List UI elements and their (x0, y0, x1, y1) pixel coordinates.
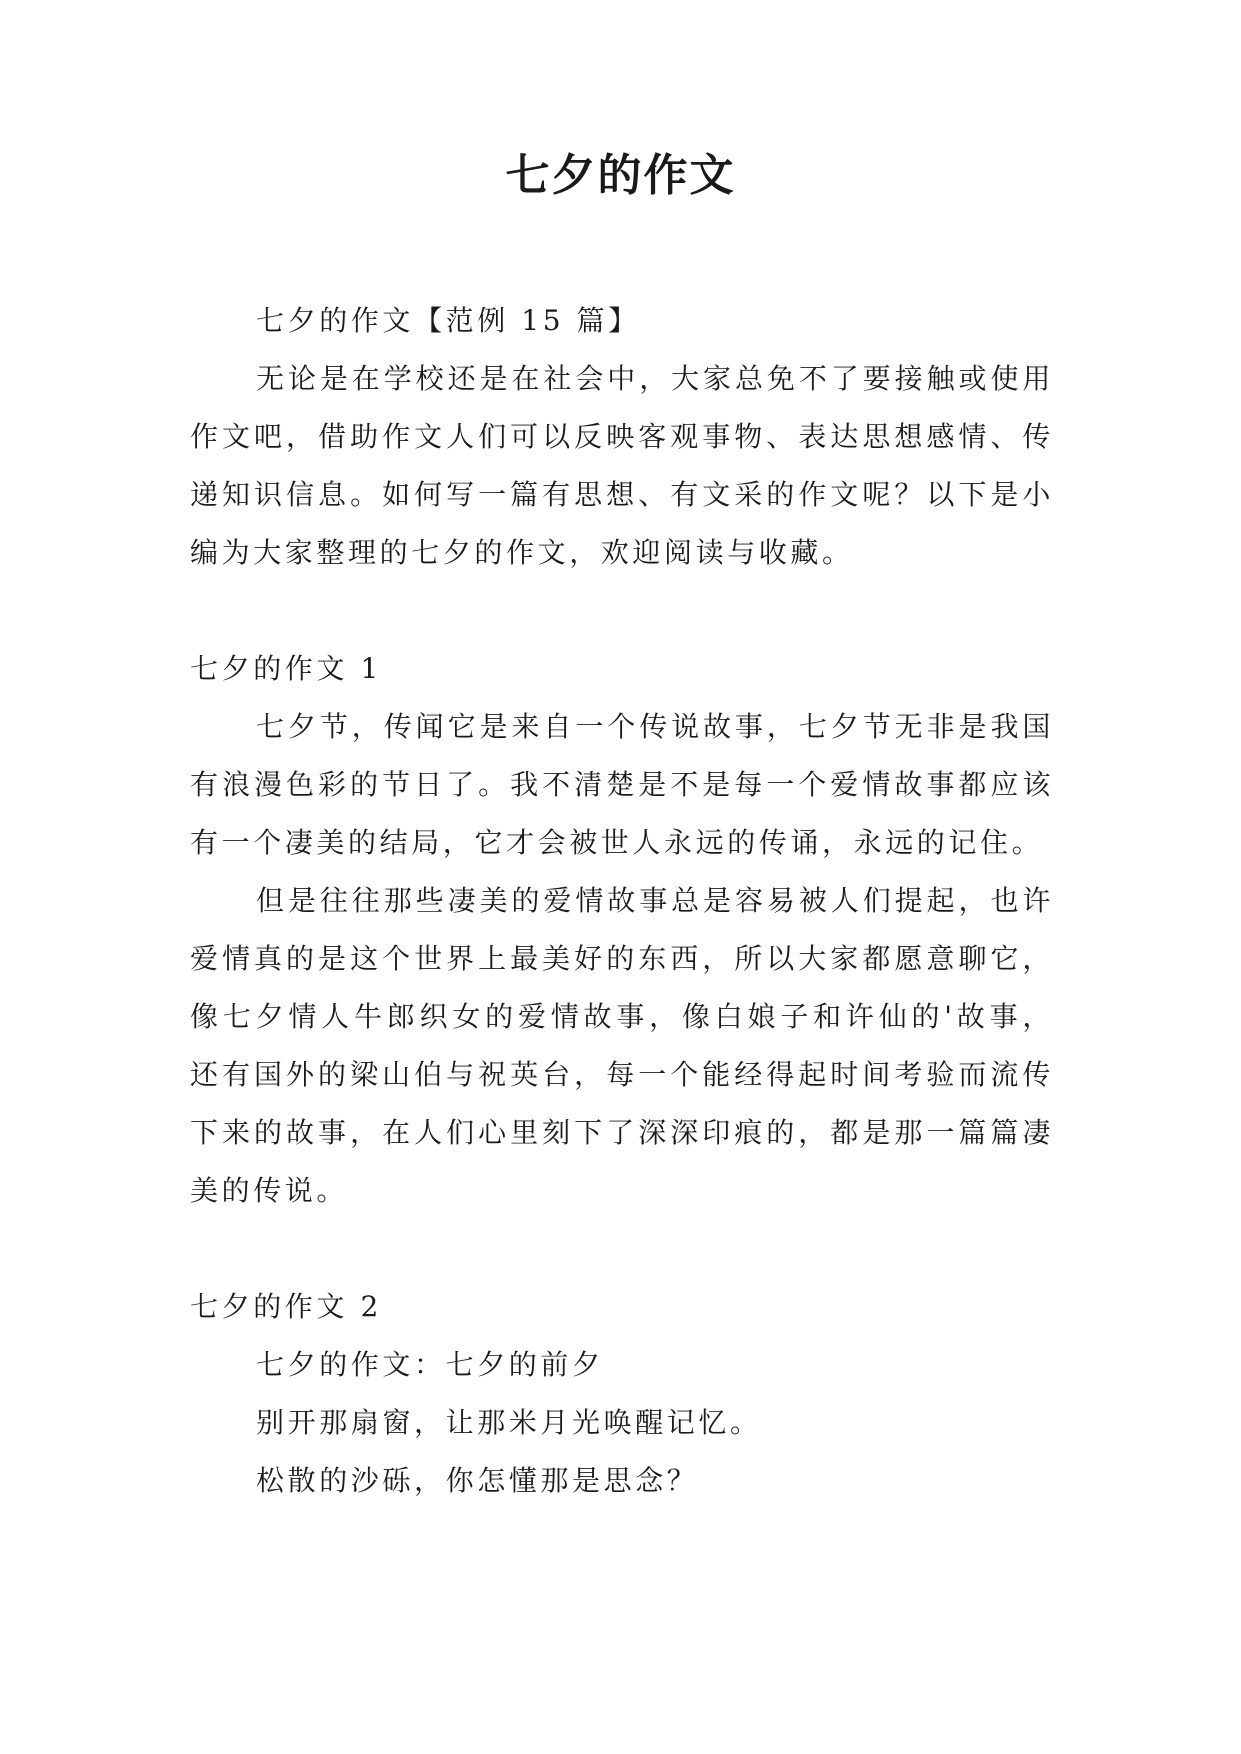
section-2-paragraph-1: 七夕的作文：七夕的前夕 (256, 1348, 604, 1381)
section-heading-1: 七夕的作文 1 (190, 652, 382, 685)
intro-paragraph: 无论是在学校还是在社会中，大家总免不了要接触或使用作文吧，借助作文人们可以反映客观事物、表达思想感情、传递知识信息。如何写一篇有思想、有文采的作文呢？以下是小编为大家整理的七夕的作文，欢迎阅读与收藏。 (190, 362, 1054, 569)
section-heading-2: 七夕的作文 2 (190, 1290, 382, 1323)
section-1-paragraph-1: 七夕节，传闻它是来自一个传说故事，七夕节无非是我国有浪漫色彩的节日了。我不清楚是不是每一个爱情故事都应该有一个凄美的结局，它才会被世人永远的传诵，永远的记住。 (190, 710, 1054, 859)
document-title: 七夕的作文 (505, 150, 736, 201)
section-spacer (190, 1220, 1054, 1278)
intro-subtitle: 七夕的作文【范例 15 篇】 (256, 304, 640, 337)
section-2-paragraph-2: 别开那扇窗，让那米月光唤醒记忆。 (256, 1406, 762, 1439)
section-1-paragraph-2: 但是往往那些凄美的爱情故事总是容易被人们提起，也许爱情真的是这个世界上最美好的东西，所以大家都愿意聊它，像七夕情人牛郎织女的爱情故事，像白娘子和许仙的'故事，还有国外的梁山伯与祝英台，每一个能经得起时间考验而流传下来的故事，在人们心里刻下了深深印痕的，都是那一篇篇凄美的传说。 (190, 884, 1054, 1207)
section-spacer (190, 582, 1054, 640)
document-body (190, 292, 1054, 1510)
section-2-paragraph-3: 松散的沙砾，你怎懂那是思念？ (256, 1464, 699, 1497)
